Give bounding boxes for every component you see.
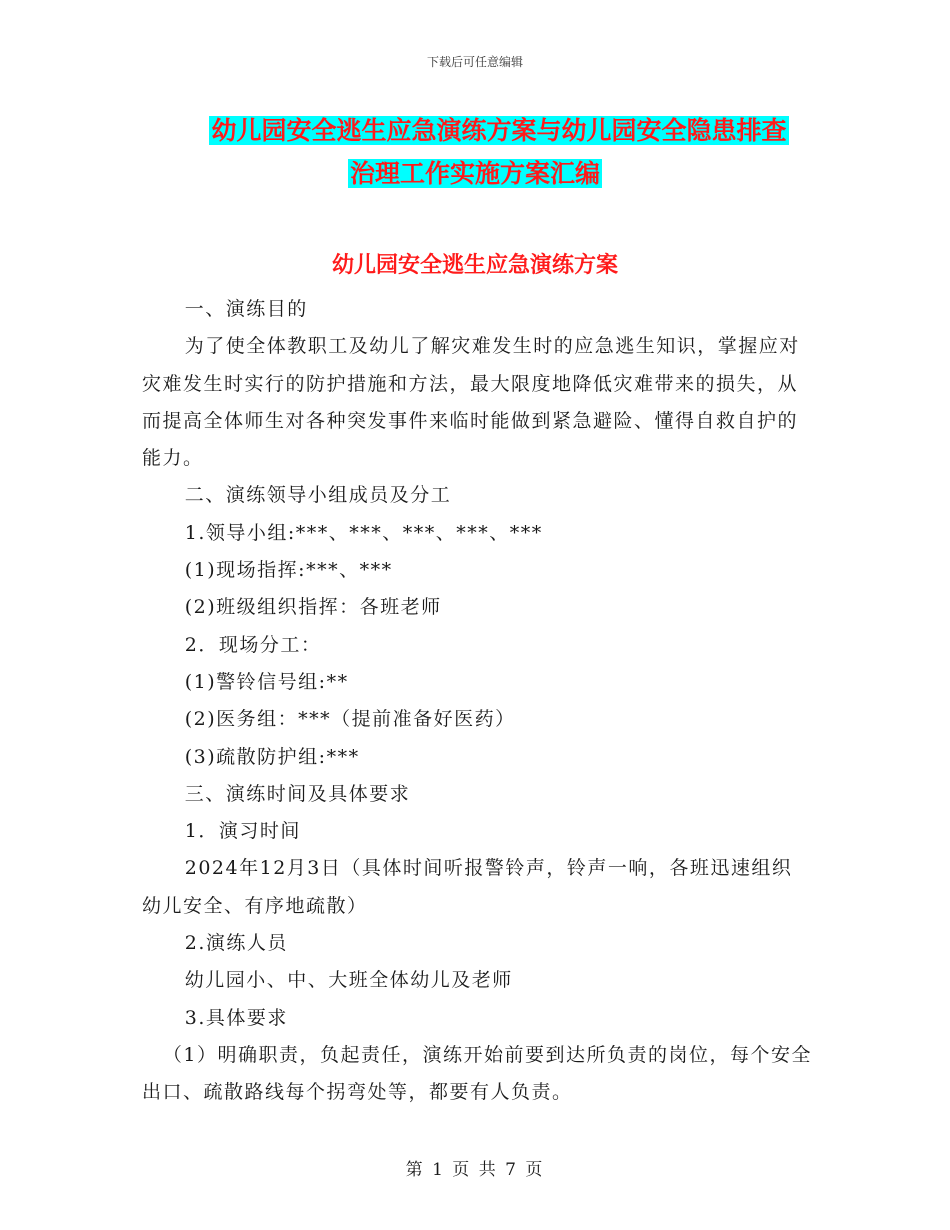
main-title-line-2-text: 治理工作实施方案汇编 [349,159,600,188]
list-item-alarm-group: (1)警铃信号组:** [184,670,349,693]
main-title-line-1-text: 幼儿园安全逃生应急演练方案与幼儿园安全隐患排查 [211,116,787,145]
body-text [142,291,812,1112]
list-item-class-command: (2)班级组织指挥：各班老师 [184,596,442,619]
paragraph-purpose: 为了使全体教职工及幼儿了解灾难发生时的应急逃生知识，掌握应对灾难发生时实行的防护措施和方法，最大限度地降低灾难带来的损失，从而提高全体师生对各种突发事件来临时能做到紧急避险、懂得自救自护的能力。 [142,335,800,470]
heading-drill-purpose: 一、演练目的 [184,298,308,320]
header-note: 下载后可任意编辑 [426,55,523,69]
list-item-medical-group: (2)医务组：***（提前准备好医药） [184,708,516,731]
section-title: 幼儿园安全逃生应急演练方案 [331,253,618,278]
list-item-evacuation-group: (3)疏散防护组:*** [184,745,360,768]
list-item-drill-time: 1．演习时间 [184,820,301,843]
main-title-line-2 [0,156,950,192]
heading-leadership-group: 二、演练领导小组成员及分工 [184,484,452,507]
list-item-site-division: 2．现场分工： [184,633,322,656]
list-item-requirements: 3.具体要求 [184,1006,288,1029]
page-footer: 第 1 页 共 7 页 [405,1160,545,1180]
paragraph-requirement-1: （1）明确职责，负起责任，演练开始前要到达所负责的岗位，每个安全出口、疏散路线每个拐弯处等，都要有人负责。 [142,1043,812,1104]
list-item-drill-personnel: 2.演练人员 [184,932,288,955]
paragraph-personnel: 幼儿园小、中、大班全体幼儿及老师 [184,969,513,992]
main-title-line-1 [0,113,950,149]
heading-time-requirements: 三、演练时间及具体要求 [184,782,411,805]
list-item-leadership: 1.领导小组:***、***、***、***、*** [184,521,543,544]
list-item-site-command: (1)现场指挥:***、*** [184,559,393,582]
paragraph-drill-date: 2024年12月3日（具体时间听报警铃声，铃声一响，各班迅速组织幼儿安全、有序地疏散） [142,857,793,917]
